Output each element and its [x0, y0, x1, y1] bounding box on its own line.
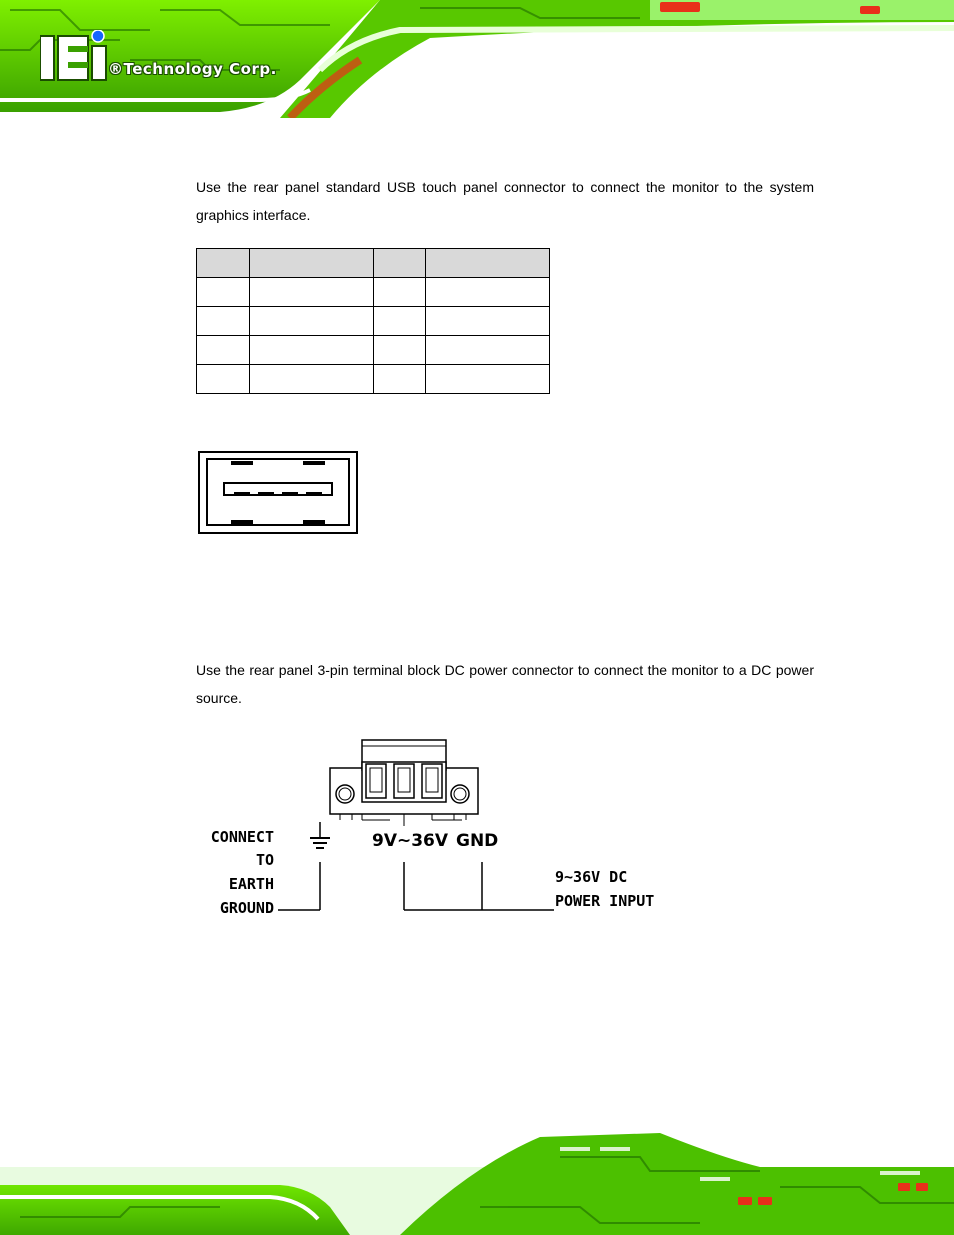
power-connector-diagram [200, 738, 670, 918]
table-cell [197, 278, 250, 307]
table-cell [426, 278, 550, 307]
table-cell [249, 336, 374, 365]
earth-label-line4: GROUND [219, 899, 274, 917]
table-cell [374, 307, 426, 336]
earth-label-line2: TO [255, 851, 274, 869]
table-header-cell [197, 249, 250, 278]
power-input-label-line1: 9~36V DC [555, 868, 628, 886]
table-cell [426, 307, 550, 336]
table-header-cell [374, 249, 426, 278]
table-header-cell [426, 249, 550, 278]
gnd-label: GND [456, 831, 499, 851]
table-cell [426, 336, 550, 365]
table-cell [249, 278, 374, 307]
table-header-cell [249, 249, 374, 278]
voltage-label: 9V~36V [372, 831, 449, 851]
table-row [197, 365, 550, 394]
table-header-row [197, 249, 550, 278]
table-row [197, 336, 550, 365]
usb-pinout-table [196, 248, 550, 394]
table-cell [374, 278, 426, 307]
usb-paragraph: Use the rear panel standard USB touch panel connector to connect the monitor to the system graphics interface. [196, 179, 814, 223]
footer-banner [0, 1127, 954, 1235]
usb-connector-diagram [198, 451, 360, 535]
table-cell [249, 307, 374, 336]
table-cell [426, 365, 550, 394]
company-name: ®Technology Corp. [108, 60, 277, 78]
table-cell [374, 365, 426, 394]
power-input-label-line2: POWER INPUT [555, 892, 655, 910]
table-cell [197, 336, 250, 365]
power-paragraph: Use the rear panel 3-pin terminal block DC power connector to connect the monitor to a DC power source. [196, 662, 814, 706]
table-cell [374, 336, 426, 365]
earth-label-line1: CONNECT [210, 828, 274, 846]
table-row [197, 278, 550, 307]
earth-label-line3: EARTH [228, 875, 274, 893]
table-cell [249, 365, 374, 394]
table-cell [197, 307, 250, 336]
table-cell [197, 365, 250, 394]
table-row [197, 307, 550, 336]
